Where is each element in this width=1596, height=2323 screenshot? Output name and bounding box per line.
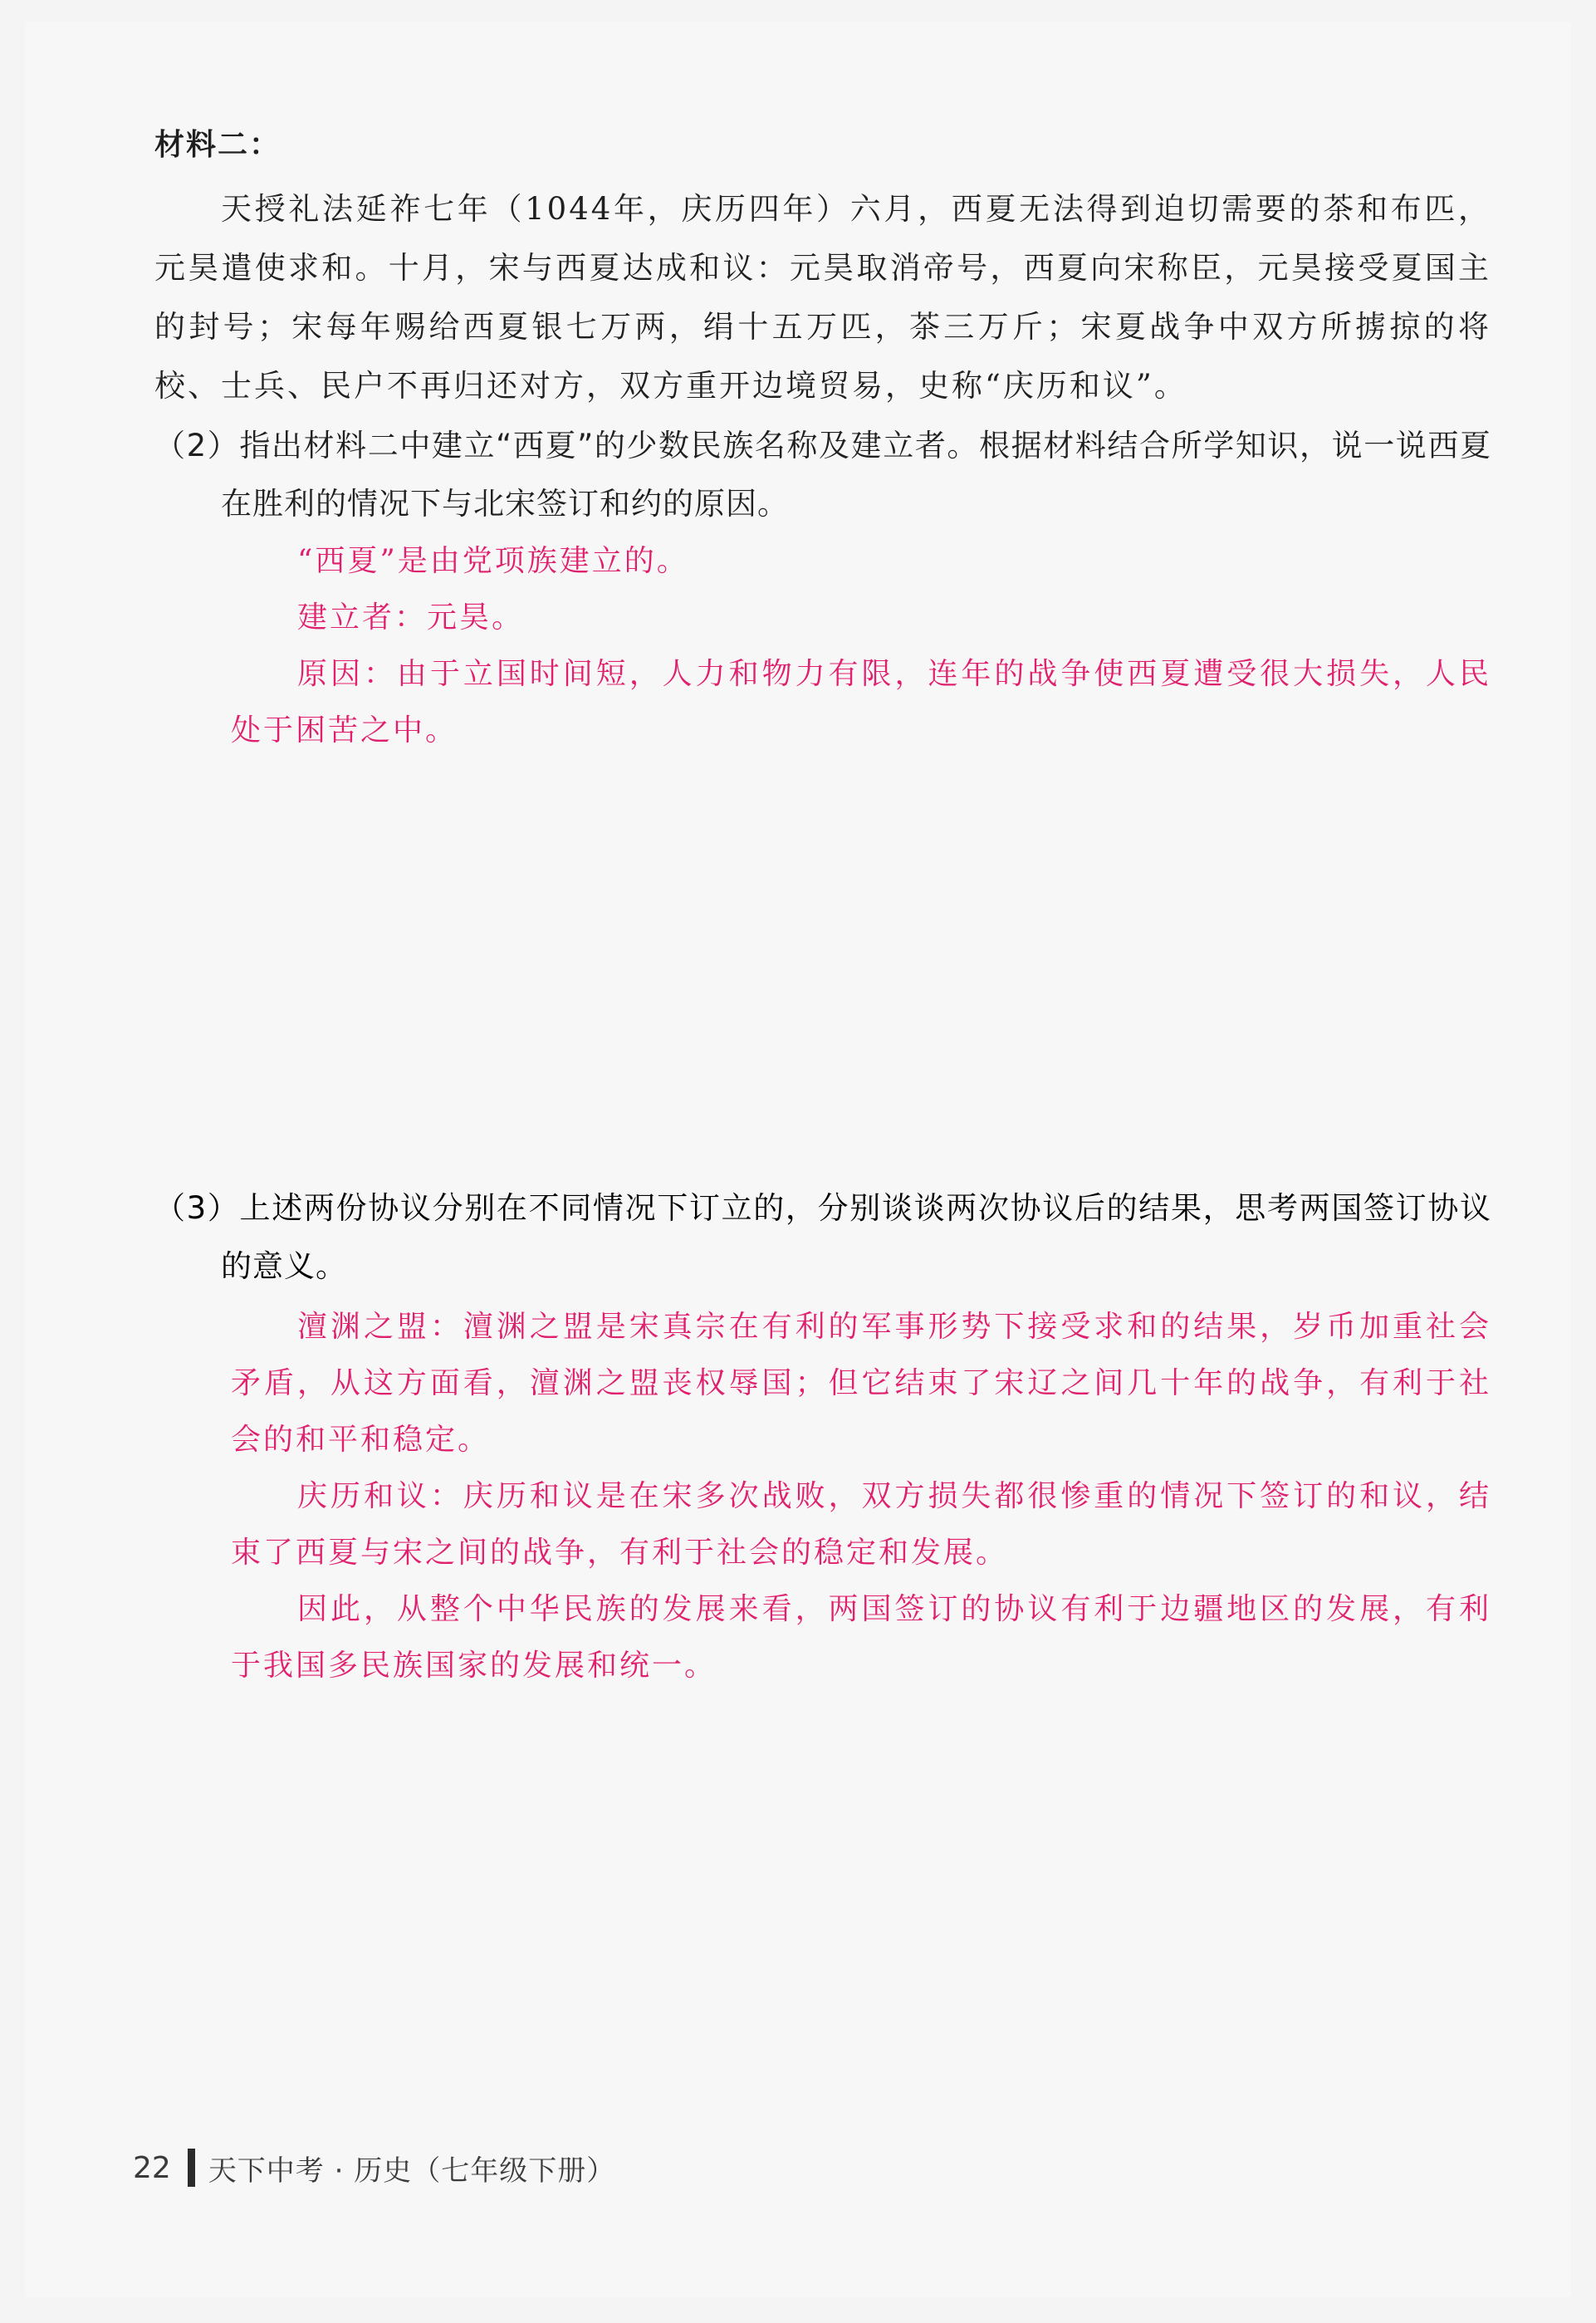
answer-3-qingli: 庆历和议：庆历和议是在宋多次战败，双方损失都很惨重的情况下签订的和议，结束了西夏与宋之间的战争，有利于社会的稳定和发展。 <box>231 1479 1491 1570</box>
page-number: 22 <box>133 2150 171 2185</box>
answer-2-ethnic-group: “西夏”是由党项族建立的。 <box>297 544 689 578</box>
page-footer <box>133 2147 615 2188</box>
question-3: （3）上述两份协议分别在不同情况下订立的，分别谈谈两次协议后的结果，思考两国签订协议的意义。 <box>154 1190 1491 1284</box>
answer-block-3 <box>154 1299 1491 1694</box>
answer-block-2 <box>154 533 1491 759</box>
question-2: （2）指出材料二中建立“西夏”的少数民族名称及建立者。根据材料结合所学知识，说一说西夏在胜利的情况下与北宋签订和约的原因。 <box>154 428 1491 522</box>
footer-divider <box>188 2149 195 2187</box>
upper-content <box>154 125 1491 759</box>
material-text: 天授礼法延祚七年（1044年，庆历四年）六月，西夏无法得到迫切需要的茶和布匹，元昊遣使求和。十月，宋与西夏达成和议：元昊取消帝号，西夏向宋称臣，元昊接受夏国主的封号；宋每年赐给西夏银七万两，绢十五万匹，茶三万斤；宋夏战争中双方所掳掠的将校、士兵、民户不再归还对方，双方重开边境贸易，史称“庆历和议”。 <box>154 191 1491 404</box>
answer-3-chanyuan: 澶渊之盟：澶渊之盟是宋真宗在有利的军事形势下接受求和的结果，岁币加重社会矛盾，从这方面看，澶渊之盟丧权辱国；但它结束了宋辽之间几十年的战争，有利于社会的和平和稳定。 <box>231 1310 1491 1457</box>
question-3-section <box>154 1179 1491 1694</box>
material-heading: 材料二： <box>154 127 282 162</box>
answer-2-reason: 原因：由于立国时间短，人力和物力有限，连年的战争使西夏遭受很大损失，人民处于困苦之中。 <box>231 657 1491 747</box>
answer-3-conclusion: 因此，从整个中华民族的发展来看，两国签订的协议有利于边疆地区的发展，有利于我国多民族国家的发展和统一。 <box>231 1592 1491 1683</box>
book-title: 天下中考 · 历史（七年级下册） <box>208 2154 616 2188</box>
answer-2-founder: 建立者：元昊。 <box>297 600 525 635</box>
